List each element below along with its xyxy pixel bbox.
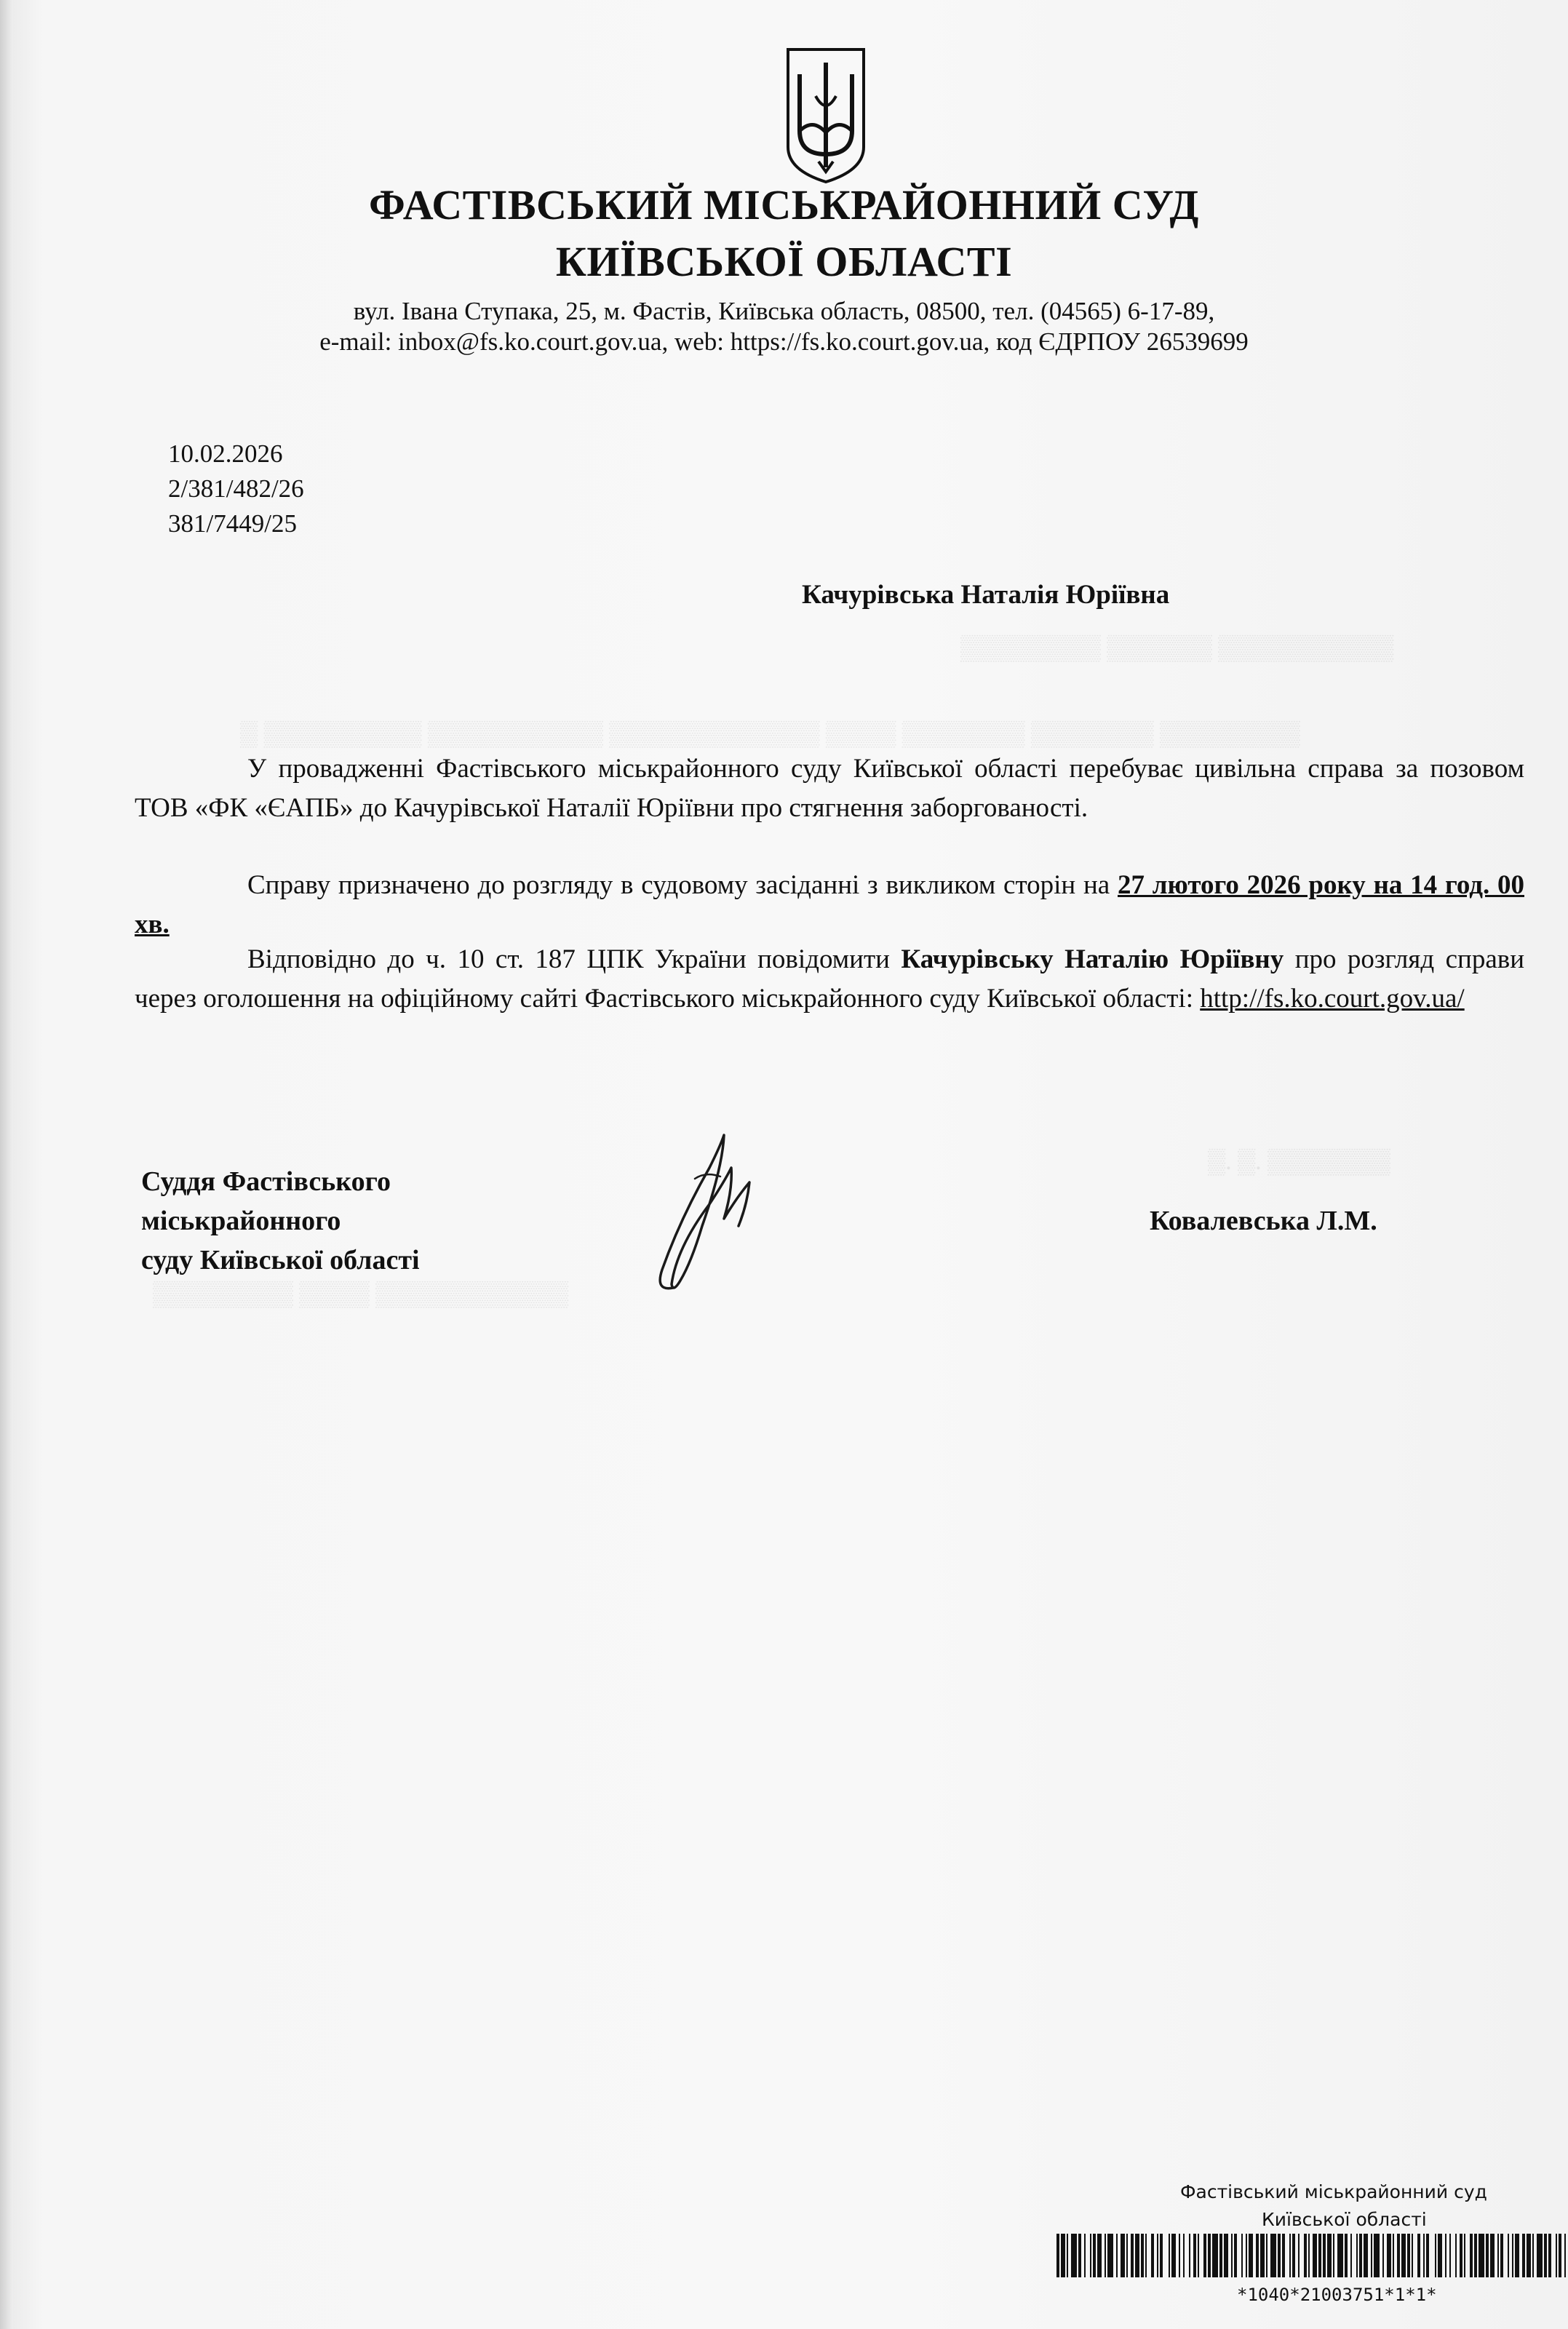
bleed-through-text: ▒▒▒▒▒▒▒▒ ▒▒▒▒ ▒▒▒▒▒▒▒▒▒▒▒: [153, 1281, 569, 1307]
barcode-bar: [1292, 2234, 1295, 2277]
barcode-bar: [1160, 2234, 1163, 2277]
barcode-bar: [1371, 2234, 1372, 2277]
barcode-bar: [1559, 2234, 1561, 2277]
barcode-bar: [1527, 2234, 1531, 2277]
case-number: 381/7449/25: [168, 509, 297, 538]
barcode-bar: [1401, 2234, 1406, 2277]
barcode-bar: [1282, 2234, 1285, 2277]
barcode-bar: [1479, 2234, 1484, 2277]
barcode-bar: [1460, 2234, 1462, 2277]
barcode-bar: [1500, 2234, 1503, 2277]
barcode-bar: [1417, 2234, 1420, 2277]
barcode-bar: [1260, 2234, 1265, 2277]
barcode-bar: [1198, 2234, 1199, 2277]
barcode-bar: [1097, 2234, 1102, 2277]
barcode-bar: [1445, 2234, 1446, 2277]
barcode-bar: [1455, 2234, 1457, 2277]
barcode-bar: [1256, 2234, 1259, 2277]
barcode-bar: [1470, 2234, 1473, 2277]
barcode-bar: [1412, 2234, 1413, 2277]
paragraph-hearing: [135, 866, 1524, 944]
barcode-bar: [1266, 2234, 1267, 2277]
barcode-bar: [1464, 2234, 1465, 2277]
judge-title-line3: суду Київської області: [141, 1245, 420, 1275]
barcode-bar: [1423, 2234, 1425, 2277]
barcode-bar: [1121, 2234, 1125, 2277]
barcode-bar: [1393, 2234, 1394, 2277]
barcode-bar: [1364, 2234, 1368, 2277]
bleed-through-text: ▒. ▒. ▒▒▒▒▒▒▒: [1208, 1148, 1390, 1175]
court-name-line2: КИЇВСЬКОЇ ОБЛАСТІ: [555, 238, 1013, 285]
barcode-bar: [1056, 2234, 1059, 2277]
barcode-bar: [1426, 2234, 1429, 2277]
barcode-bar: [1141, 2234, 1144, 2277]
barcode-bar: [1318, 2234, 1321, 2277]
judge-title-line2: міськрайонного: [141, 1206, 341, 1236]
barcode-bar: [1474, 2234, 1477, 2277]
barcode-bar: [1308, 2234, 1310, 2277]
barcode-bar: [1246, 2234, 1247, 2277]
barcode-bar: [1289, 2234, 1291, 2277]
stamp-court-region: Київської області: [1262, 2209, 1427, 2230]
bleed-through-text: ▒ ▒▒▒▒▒▒▒▒▒ ▒▒▒▒▒▒▒▒▒▒ ▒▒▒▒▒▒▒▒▒▒▒▒ ▒▒▒▒ ▒▒▒▒▒▒▒ ▒▒▒▒▒▒▒ ▒▒▒▒▒▒▒▒: [240, 720, 1300, 747]
barcode-bar: [1350, 2234, 1352, 2277]
barcode-bar: [1387, 2234, 1391, 2277]
barcode-bar: [1304, 2234, 1307, 2277]
barcode-bar: [1219, 2234, 1222, 2277]
barcode-bar: [1508, 2234, 1509, 2277]
barcode-bar: [1171, 2234, 1176, 2277]
barcode-number: *1040*21003751*1*1*: [1237, 2285, 1437, 2305]
handwritten-signature-icon: [651, 1124, 782, 1299]
notice-recipient-name: Качурівську Наталію Юріївну: [901, 944, 1284, 974]
barcode-bar: [1145, 2234, 1147, 2277]
barcode-bar: [1497, 2234, 1499, 2277]
barcode-bar: [1359, 2234, 1362, 2277]
barcode-bar: [1313, 2234, 1317, 2277]
stamp-court-name: Фастівський міськрайонний суд: [1180, 2181, 1487, 2202]
barcode-bar: [1270, 2234, 1276, 2277]
barcode-bar: [1564, 2234, 1566, 2277]
barcode-bar: [1515, 2234, 1519, 2277]
barcode-bar: [1183, 2234, 1185, 2277]
court-name-line1: ФАСТІВСЬКИЙ МІСЬКРАЙОННИЙ СУД: [369, 181, 1199, 228]
barcode-bar: [1169, 2234, 1170, 2277]
barcode-bar: [1532, 2234, 1534, 2277]
barcode-bar: [1327, 2234, 1332, 2277]
barcode-bar: [1090, 2234, 1091, 2277]
barcode-bar: [1356, 2234, 1358, 2277]
barcode-bar: [1105, 2234, 1106, 2277]
barcode-bar: [1208, 2234, 1211, 2277]
court-address: вул. Івана Ступака, 25, м. Фастів, Київська область, 08500, тел. (04565) 6-17-89,: [353, 297, 1215, 325]
barcode-bar: [1548, 2234, 1551, 2277]
barcode-bar: [1131, 2234, 1134, 2277]
barcode-bar: [1486, 2234, 1489, 2277]
barcode-bar: [1193, 2234, 1196, 2277]
barcode-bar: [1151, 2234, 1154, 2277]
barcode-bar: [1071, 2234, 1077, 2277]
barcode-bar: [1278, 2234, 1281, 2277]
barcode-bar: [1407, 2234, 1410, 2277]
barcode-bar: [1537, 2234, 1543, 2277]
notice-tail-text: про розгляд справи через оголошення на офіційному сайті Фастівського міськрайонного суду Київської області:: [135, 944, 1525, 1014]
barcode-bar: [1126, 2234, 1128, 2277]
barcode-bar: [1135, 2234, 1139, 2277]
court-contacts: e-mail: inbox@fs.ko.court.gov.ua, web: https://fs.ko.court.gov.ua, код ЄДРПОУ 26539699: [319, 327, 1249, 356]
barcode-bar: [1116, 2234, 1118, 2277]
paragraph-notice: [135, 940, 1524, 1019]
barcode-bar: [1224, 2234, 1228, 2277]
recipient-name: Качурівська Наталія Юріївна: [802, 580, 1170, 610]
barcode-bar: [1337, 2234, 1343, 2277]
barcode-bar: [1435, 2234, 1436, 2277]
barcode-bar: [1333, 2234, 1334, 2277]
judge-title-line1: Суддя Фастівського: [141, 1166, 391, 1197]
paragraph-case: [135, 749, 1524, 828]
outgoing-number: 2/381/482/26: [168, 474, 304, 503]
barcode-bar: [1189, 2234, 1190, 2277]
barcode-bar: [1345, 2234, 1348, 2277]
barcode-bar: [1093, 2234, 1096, 2277]
hearing-lead-text: Справу призначено до розгляду в судовому засіданні з викликом сторін на: [247, 870, 1118, 900]
barcode-bar: [1544, 2234, 1547, 2277]
paragraph-case-text: У провадженні Фастівського міськрайонного суду Київської області перебуває цивільна справа за позовом ТОВ «ФК «ЄАПБ» до Качурівської Наталії Юріївни про стягнення заборгованості.: [135, 754, 1524, 823]
barcode-bar: [1061, 2234, 1065, 2277]
barcode-bar: [1323, 2234, 1326, 2277]
document-date: 10.02.2026: [168, 439, 283, 468]
barcode-icon: [1056, 2234, 1566, 2277]
barcode-bar: [1084, 2234, 1086, 2277]
barcode-bar: [1241, 2234, 1243, 2277]
barcode-bar: [1382, 2234, 1384, 2277]
barcode-bar: [1078, 2234, 1081, 2277]
barcode-bar: [1179, 2234, 1180, 2277]
barcode-bar: [1438, 2234, 1442, 2277]
barcode-bar: [1556, 2234, 1557, 2277]
barcode-bar: [1522, 2234, 1525, 2277]
barcode-bar: [1512, 2234, 1513, 2277]
trident-emblem-icon: [784, 45, 868, 185]
barcode-bar: [1374, 2234, 1380, 2277]
barcode-bar: [1203, 2234, 1206, 2277]
barcode-bar: [1157, 2234, 1158, 2277]
notice-lead-text: Відповідно до ч. 10 ст. 187 ЦПК України повідомити: [247, 944, 902, 974]
barcode-bar: [1234, 2234, 1237, 2277]
barcode-bar: [1449, 2234, 1451, 2277]
judge-name: Ковалевська Л.М.: [1150, 1206, 1377, 1236]
hearing-datetime: 27 лютого 2026 року на 14 год. 00 хв.: [135, 870, 1524, 939]
barcode-bar: [1107, 2234, 1113, 2277]
barcode-bar: [1231, 2234, 1233, 2277]
court-website-link[interactable]: http://fs.ko.court.gov.ua/: [1200, 984, 1465, 1014]
bleed-through-text: ▒▒▒▒▒▒▒▒ ▒▒▒▒▒▒ ▒▒▒▒▒▒▒▒▒▒: [960, 634, 1394, 661]
barcode-bar: [1490, 2234, 1495, 2277]
barcode-bar: [1212, 2234, 1218, 2277]
barcode-bar: [1067, 2234, 1068, 2277]
barcode-bar: [1397, 2234, 1400, 2277]
barcode-bar: [1249, 2234, 1253, 2277]
barcode-bar: [1298, 2234, 1300, 2277]
